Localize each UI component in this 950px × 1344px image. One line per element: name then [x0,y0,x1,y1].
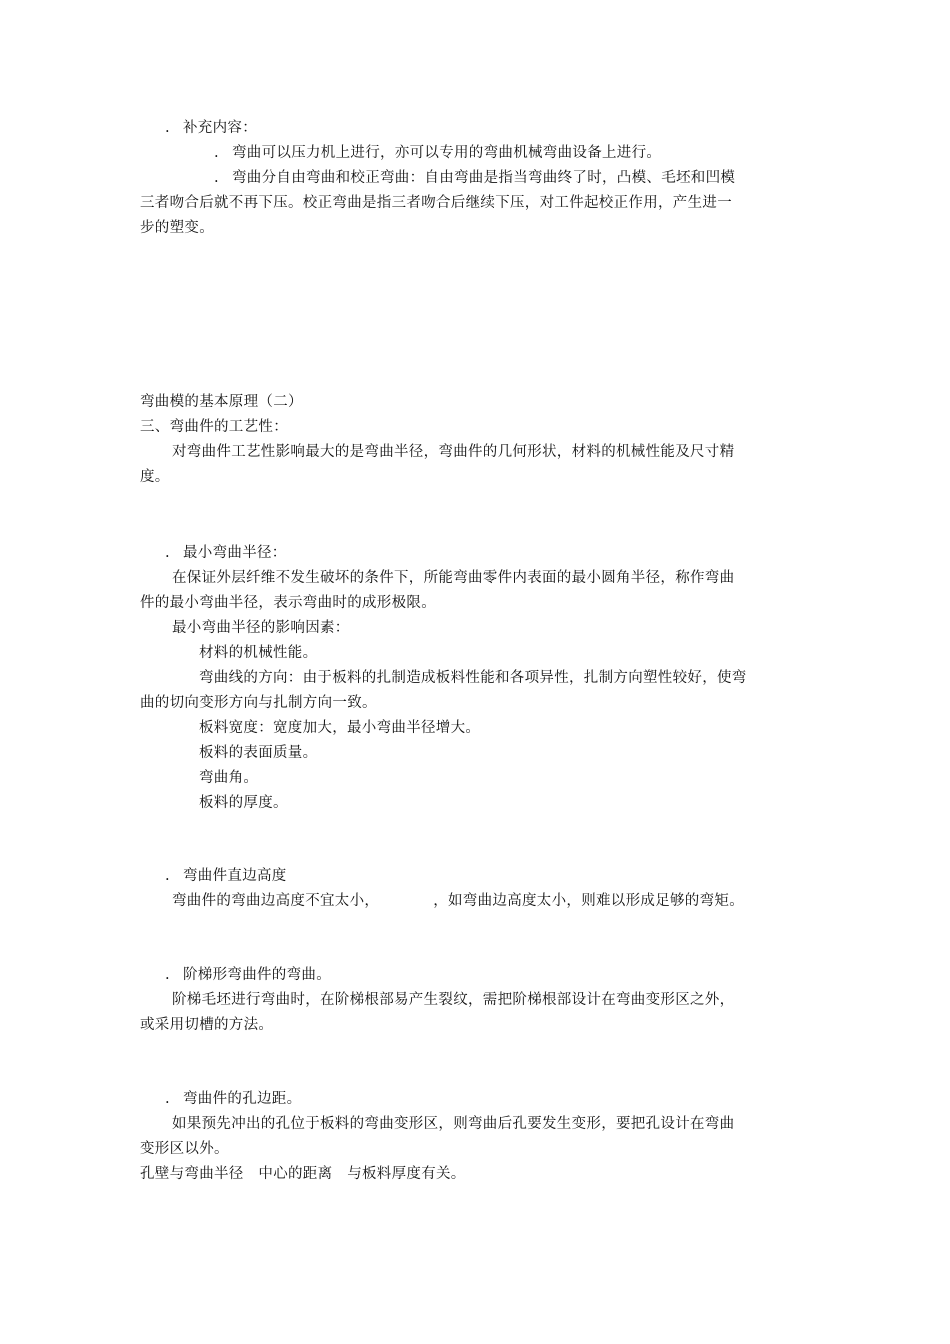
edge-height-heading [165,864,287,888]
min-radius-factor-6: 板料的厚度。 [199,795,288,811]
edge-height-heading-text: 弯曲件直边高度 [183,868,287,884]
edge-height-paragraph [172,889,744,913]
bullet-dot: . [214,170,219,186]
min-radius-factor-5: 弯曲角。 [199,770,259,786]
stepped-heading [165,963,331,987]
min-radius-factor-1: 材料的机械性能。 [199,645,318,661]
min-radius-factor-3: 板料宽度：宽度加大，最小弯曲半径增大。 [199,720,481,736]
edge-height-text-part-2: ，如弯曲边高度太小，则难以形成足够的弯矩。 [433,893,745,909]
supplement-heading-text: 补充内容： [183,120,257,136]
hole-heading-text: 弯曲件的孔边距。 [183,1091,302,1107]
hole-p-line-1: 如果预先冲出的孔位于板料的弯曲变形区，则弯曲后孔要发生变形，要把孔设计在弯曲 [172,1116,735,1132]
supplement-heading [165,116,257,140]
min-radius-heading [165,541,287,565]
supplement-item-2-text: 弯曲分自由弯曲和校正弯曲：自由弯曲是指当弯曲终了时，凸模、毛坯和凹模 [232,170,736,186]
hole-p-line-2: 变形区以外。 [140,1141,229,1157]
section-title: 弯曲模的基本原理（二） [140,394,303,410]
supplement-item-2-line-1 [214,166,735,190]
min-radius-factor-2-line-1: 弯曲线的方向：由于板料的扎制造成板料性能和各项异性，扎制方向塑性较好，使弯 [199,670,747,686]
min-radius-heading-text: 最小弯曲半径： [183,545,287,561]
section-intro-line-1: 对弯曲件工艺性影响最大的是弯曲半径，弯曲件的几何形状，材料的机械性能及尺寸精 [172,444,735,460]
supplement-item-1 [214,141,661,165]
section-subtitle: 三、弯曲件的工艺性： [140,419,288,435]
stepped-heading-text: 阶梯形弯曲件的弯曲。 [183,967,331,983]
hole-p-line-3: 孔壁与弯曲半径 中心的距离 与板料厚度有关。 [140,1166,466,1182]
min-radius-factor-4: 板料的表面质量。 [199,745,318,761]
bullet-dot: . [214,145,219,161]
bullet-dot: . [165,545,170,561]
supplement-item-2-line-2: 三者吻合后就不再下压。校正弯曲是指三者吻合后继续下压，对工件起校正作用，产生进一 [140,195,732,211]
stepped-p-line-2: 或采用切槽的方法。 [140,1017,274,1033]
min-radius-p1-line-2: 件的最小弯曲半径，表示弯曲时的成形极限。 [140,595,436,611]
min-radius-p1-line-1: 在保证外层纤维不发生破坏的条件下，所能弯曲零件内表面的最小圆角半径，称作弯曲 [172,570,735,586]
bullet-dot: . [165,120,170,136]
section-intro-line-2: 度。 [140,469,170,485]
stepped-p-line-1: 阶梯毛坯进行弯曲时，在阶梯根部易产生裂纹，需把阶梯根部设计在弯曲变形区之外， [172,992,735,1008]
supplement-item-2-line-3: 步的塑变。 [140,220,214,236]
min-radius-factors-heading: 最小弯曲半径的影响因素： [172,620,350,636]
supplement-item-1-text: 弯曲可以压力机上进行，亦可以专用的弯曲机械弯曲设备上进行。 [232,145,662,161]
bullet-dot: . [165,868,170,884]
hole-heading [165,1087,301,1111]
edge-height-text-part-1: 弯曲件的弯曲边高度不宜太小， [172,893,380,909]
bullet-dot: . [165,1091,170,1107]
bullet-dot: . [165,967,170,983]
min-radius-factor-2-line-2: 曲的切向变形方向与扎制方向一致。 [140,695,377,711]
